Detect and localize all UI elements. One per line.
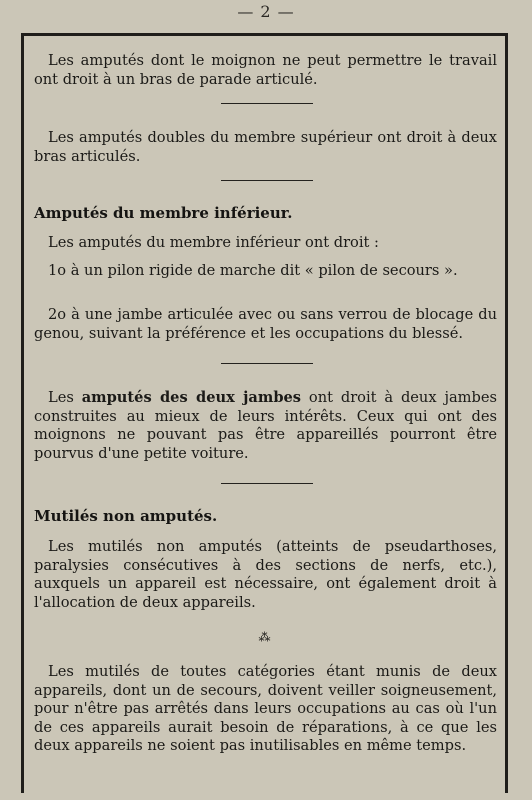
separator-rule [221,363,313,364]
list-item-peg-leg: 1o à un pilon rigide de marche dit « pilon de secours ». [48,262,458,279]
page-number: — 2 — [237,2,295,21]
paragraph-double-leg-amputees: Les amputés des deux jambes ont droit à deux jambes construites au mieux de leurs intérêts. Ceux qui ont des moignons ne pouvant pas être appareillés pourront être pourvus d'une petite voiture. [34,389,497,462]
emphasis-double-legs: amputés des deux jambes [81,389,302,406]
text-frame [21,33,508,793]
paragraph-non-amputated: Les mutilés non amputés (atteints de pseudarthoses, paralysies consécutives à des sections de nerfs, etc.), auxquels un appareil est nécessaire, ont également droit à l'allocation de deux appareils. [34,538,497,611]
paragraph-lower-limb-intro: Les amputés du membre inférieur ont droit : [48,234,379,251]
heading-non-amputated: Mutilés non amputés. [34,507,218,525]
paragraph-all-categories: Les mutilés de toutes catégories étant munis de deux appareils, dont un de secours, doivent veiller soigneusement, pour n'être pas arrêtés dans leurs occupations au cas où l'un de ces appareils aurait besoin de réparations, à ce que les deux appareils ne soient pas inutilisables en même temps. [34,663,497,754]
list-item-articulated-leg: 2o à une jambe articulée avec ou sans verrou de blocage du genou, suivant la préférence et les occupations du blessé. [34,306,497,342]
paragraph-double-arm-amputees: Les amputés doubles du membre supérieur ont droit à deux bras articulés. [34,129,497,165]
separator-rule [221,180,313,181]
paragraph-arm-amputees: Les amputés dont le moignon ne peut permettre le travail ont droit à un bras de parade articulé. [34,52,497,88]
asterism: ⁂ [258,630,271,644]
heading-lower-limb: Amputés du membre inférieur. [34,204,293,222]
separator-rule [221,103,313,104]
separator-rule [221,483,313,484]
